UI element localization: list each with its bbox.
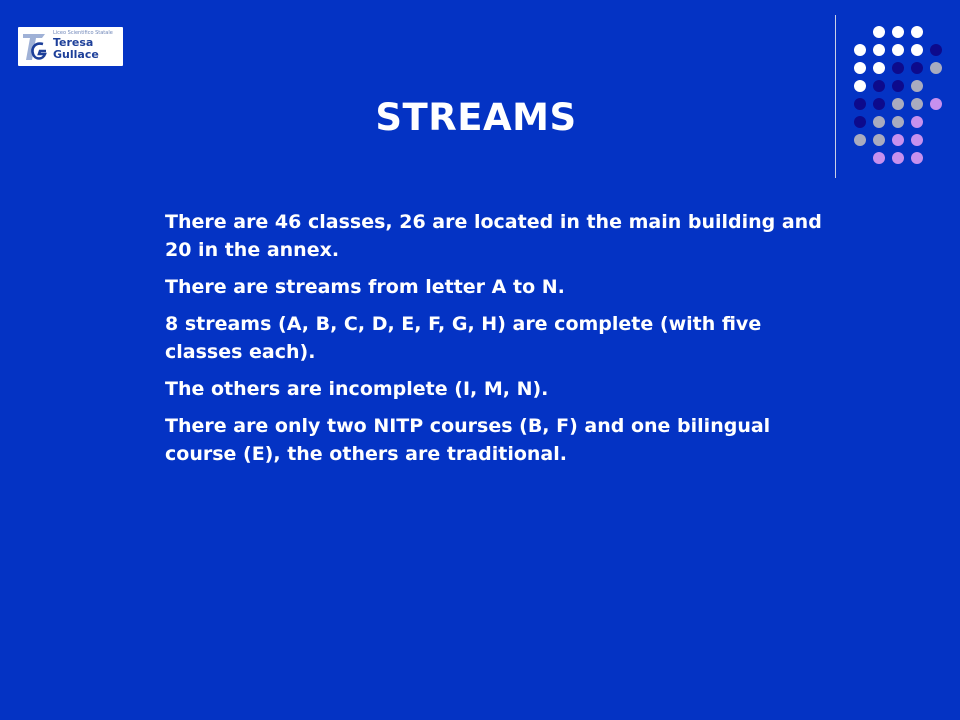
slide-title: STREAMS: [375, 96, 577, 139]
logo-emblem-icon: [21, 30, 47, 62]
body-paragraph: There are 46 classes, 26 are located in the main building and 20 in the annex.: [165, 211, 822, 261]
decorative-dot: [892, 26, 904, 38]
slide-body: [165, 208, 825, 477]
body-paragraph: 8 streams (A, B, C, D, E, F, G, H) are complete (with five classes each).: [165, 313, 762, 363]
decorative-dot: [930, 62, 942, 74]
decorative-dot: [892, 80, 904, 92]
decorative-dot: [873, 152, 885, 164]
logo-caption: Liceo Scientifico Statale: [53, 30, 113, 36]
logo-name-first: Teresa: [53, 36, 94, 49]
decorative-dot: [892, 62, 904, 74]
body-paragraph: There are streams from letter A to N.: [165, 276, 565, 298]
body-paragraph: There are only two NITP courses (B, F) and one bilingual course (E), the others are traditional.: [165, 415, 771, 465]
decorative-dot: [911, 62, 923, 74]
decorative-dot: [911, 152, 923, 164]
school-logo: [18, 27, 123, 66]
decorative-dot: [892, 152, 904, 164]
decorative-dot: [873, 44, 885, 56]
decorative-dot: [892, 44, 904, 56]
decorative-dot: [854, 80, 866, 92]
decorative-dot: [911, 44, 923, 56]
decorative-dot: [930, 44, 942, 56]
decorative-dot: [911, 80, 923, 92]
decorative-dot: [873, 62, 885, 74]
body-paragraph: The others are incomplete (I, M, N).: [165, 378, 549, 400]
decorative-dot: [854, 62, 866, 74]
decorative-dot: [873, 26, 885, 38]
decorative-dot: [854, 44, 866, 56]
decorative-dot: [911, 26, 923, 38]
decorative-dot: [873, 80, 885, 92]
logo-name-last: Gullace: [53, 48, 99, 61]
